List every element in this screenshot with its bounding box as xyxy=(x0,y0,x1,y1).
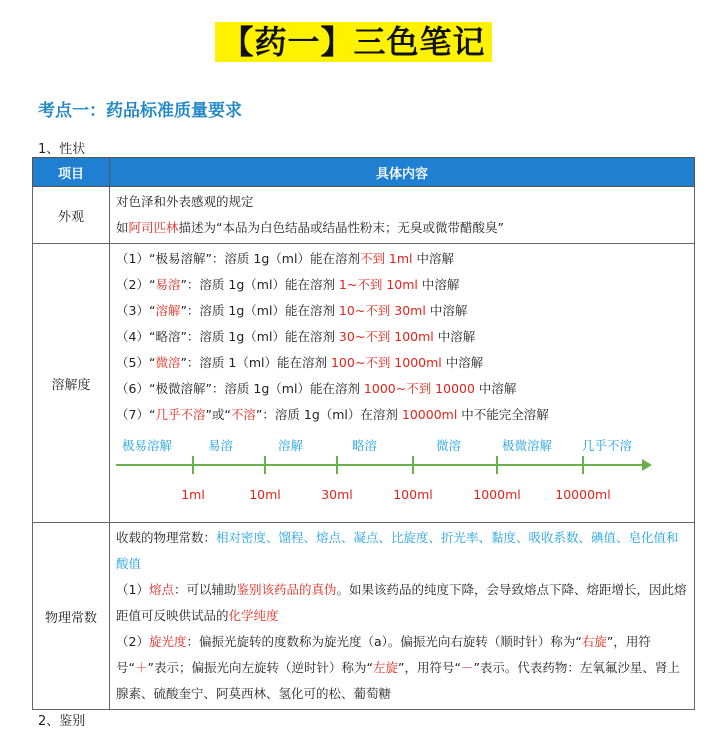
text: ”：溶质 1g（ml）在溶剂 xyxy=(255,407,402,422)
scale-value: 30ml xyxy=(321,487,353,502)
scale-value: 10ml xyxy=(249,487,281,502)
text: 描述为“本品为白色结晶或结晶性粉末；无臭或微带醋酸臭” xyxy=(178,220,504,235)
solubility-term: 极易溶解 xyxy=(155,251,206,266)
text: （4）“ xyxy=(116,329,156,344)
physical-constants xyxy=(116,525,688,577)
text: （2） xyxy=(116,634,149,649)
solubility-term: 易溶 xyxy=(155,277,181,292)
row-physical xyxy=(33,523,695,710)
text: ：偏振光旋转的度数称为旋光度（a）。偏振光向右旋转（顺时针）称为“ xyxy=(186,634,582,649)
scale-value: 1000ml xyxy=(473,487,521,502)
text: 中溶解 xyxy=(441,355,484,370)
solubility-term: 略溶 xyxy=(155,329,181,344)
text: （3）“ xyxy=(116,303,156,318)
solubility-row xyxy=(116,272,688,298)
text: 收载的物理常数： xyxy=(116,530,217,545)
text: ”：溶质 1g（ml）能在溶剂 xyxy=(180,303,339,318)
scale-tick xyxy=(582,456,584,474)
highlight: ＋ xyxy=(134,660,148,675)
text: ”表示。代表药物：左氧氟沙星、肾上腺素、硫酸奎宁、阿莫西林、氢化可的松、葡萄糖 xyxy=(116,660,680,701)
term-insoluble: 不溶 xyxy=(230,407,256,422)
scale-tick xyxy=(336,456,338,474)
subsection-traits: 1、性状 xyxy=(38,142,86,157)
notes-table xyxy=(32,157,695,710)
text: （2）“ xyxy=(116,277,156,292)
solubility-label: 溶解度 xyxy=(33,244,110,523)
title-wrapper xyxy=(0,22,707,62)
text: （1） xyxy=(116,582,149,597)
solubility-scale xyxy=(116,436,656,516)
text: （5）“ xyxy=(116,355,156,370)
text: 如 xyxy=(116,220,129,235)
optical-rotation xyxy=(116,629,688,707)
text: 中不能完全溶解 xyxy=(457,407,549,422)
text: ”：溶质 1g（ml）能在溶剂 xyxy=(205,381,364,396)
scale-tick xyxy=(496,456,498,474)
solubility-range: 不到 1ml xyxy=(359,251,413,266)
text: 中溶解 xyxy=(417,277,460,292)
physical-label: 物理常数 xyxy=(33,523,110,710)
solubility-range: 30~不到 100ml xyxy=(338,329,434,344)
text: （7）“ xyxy=(116,407,156,422)
scale-label: 极易溶解 xyxy=(122,438,173,453)
term-almost-insoluble: 几乎不溶 xyxy=(155,407,206,422)
scale-axis xyxy=(116,464,646,466)
solubility-row-7 xyxy=(116,402,688,428)
text: 。如果该药品的纯度下降，会导致熔点下降、熔距增长，因此熔距值可反映供试品的 xyxy=(116,582,687,623)
text: ”，用符号“ xyxy=(397,660,461,675)
term-melting-point: 熔点 xyxy=(148,582,174,597)
solubility-term: 极微溶解 xyxy=(155,381,206,396)
scale-value: 1ml xyxy=(181,487,205,502)
solubility-row xyxy=(116,376,688,402)
text: 中溶解 xyxy=(474,381,517,396)
text: ”表示；偏振光向左旋转（逆时针）称为“ xyxy=(147,660,373,675)
text: ：可以辅助 xyxy=(173,582,237,597)
text: ”：溶质 1（ml）能在溶剂 xyxy=(180,355,331,370)
text: ”，用符号“ xyxy=(116,634,651,675)
solubility-range: 1000~不到 10000 xyxy=(363,381,475,396)
solubility-term: 溶解 xyxy=(155,303,181,318)
appearance-line2 xyxy=(116,215,688,241)
solubility-row xyxy=(116,298,688,324)
scale-arrow-icon xyxy=(642,459,652,471)
row-appearance xyxy=(33,187,695,244)
scale-tick xyxy=(192,456,194,474)
term-optical-rotation: 旋光度 xyxy=(148,634,187,649)
text: 中溶解 xyxy=(433,329,476,344)
header-content: 具体内容 xyxy=(110,158,695,187)
section-title: 考点一：药品标准质量要求 xyxy=(38,101,242,121)
scale-value: 100ml xyxy=(393,487,433,502)
solubility-row xyxy=(116,324,688,350)
solubility-range: 100~不到 1000ml xyxy=(330,355,442,370)
highlight: 化学纯度 xyxy=(228,608,279,623)
text: 中溶解 xyxy=(425,303,468,318)
scale-label: 略溶 xyxy=(352,438,378,453)
text: 中溶解 xyxy=(412,251,455,266)
text: （6）“ xyxy=(116,381,156,396)
solubility-range: 1~不到 10ml xyxy=(338,277,418,292)
highlight: 鉴别该药品的真伪 xyxy=(236,582,337,597)
text: （1）“ xyxy=(116,251,156,266)
highlight: － xyxy=(460,660,474,675)
constants-list: 相对密度、馏程、熔点、凝点、比旋度、折光率、黏度、吸收系数、碘值、皂化值和酸值 xyxy=(116,530,679,571)
page-title: 【药一】三色笔记 xyxy=(215,22,491,62)
range: 10000ml xyxy=(401,407,458,422)
text: ”：溶质 1g（ml）能在溶剂 xyxy=(180,329,339,344)
highlight: 右旋 xyxy=(581,634,607,649)
physical-content xyxy=(110,523,695,710)
scale-label: 几乎不溶 xyxy=(582,438,633,453)
table-header-row xyxy=(33,158,695,187)
text: ”或“ xyxy=(205,407,231,422)
appearance-line1: 对色泽和外表感观的规定 xyxy=(116,194,254,209)
text: ”：溶质 1g（ml）能在溶剂 xyxy=(180,277,339,292)
row-solubility xyxy=(33,244,695,523)
melting-point xyxy=(116,577,688,629)
solubility-term: 微溶 xyxy=(155,355,181,370)
solubility-row xyxy=(116,350,688,376)
scale-tick xyxy=(412,456,414,474)
highlight: 左旋 xyxy=(372,660,398,675)
subsection-identification: 2、鉴别 xyxy=(38,714,86,729)
solubility-list xyxy=(116,246,688,402)
appearance-content xyxy=(110,187,695,244)
header-item: 项目 xyxy=(33,158,110,187)
solubility-range: 10~不到 30ml xyxy=(338,303,426,318)
scale-label: 极微溶解 xyxy=(502,438,553,453)
text: ”：溶质 1g（ml）能在溶剂 xyxy=(205,251,360,266)
scale-label: 溶解 xyxy=(278,438,304,453)
scale-tick xyxy=(264,456,266,474)
scale-label: 微溶 xyxy=(436,438,462,453)
aspirin-highlight: 阿司匹林 xyxy=(128,220,179,235)
solubility-content xyxy=(110,244,695,523)
appearance-label: 外观 xyxy=(33,187,110,244)
solubility-row xyxy=(116,246,688,272)
scale-value: 10000ml xyxy=(555,487,611,502)
scale-label: 易溶 xyxy=(208,438,234,453)
